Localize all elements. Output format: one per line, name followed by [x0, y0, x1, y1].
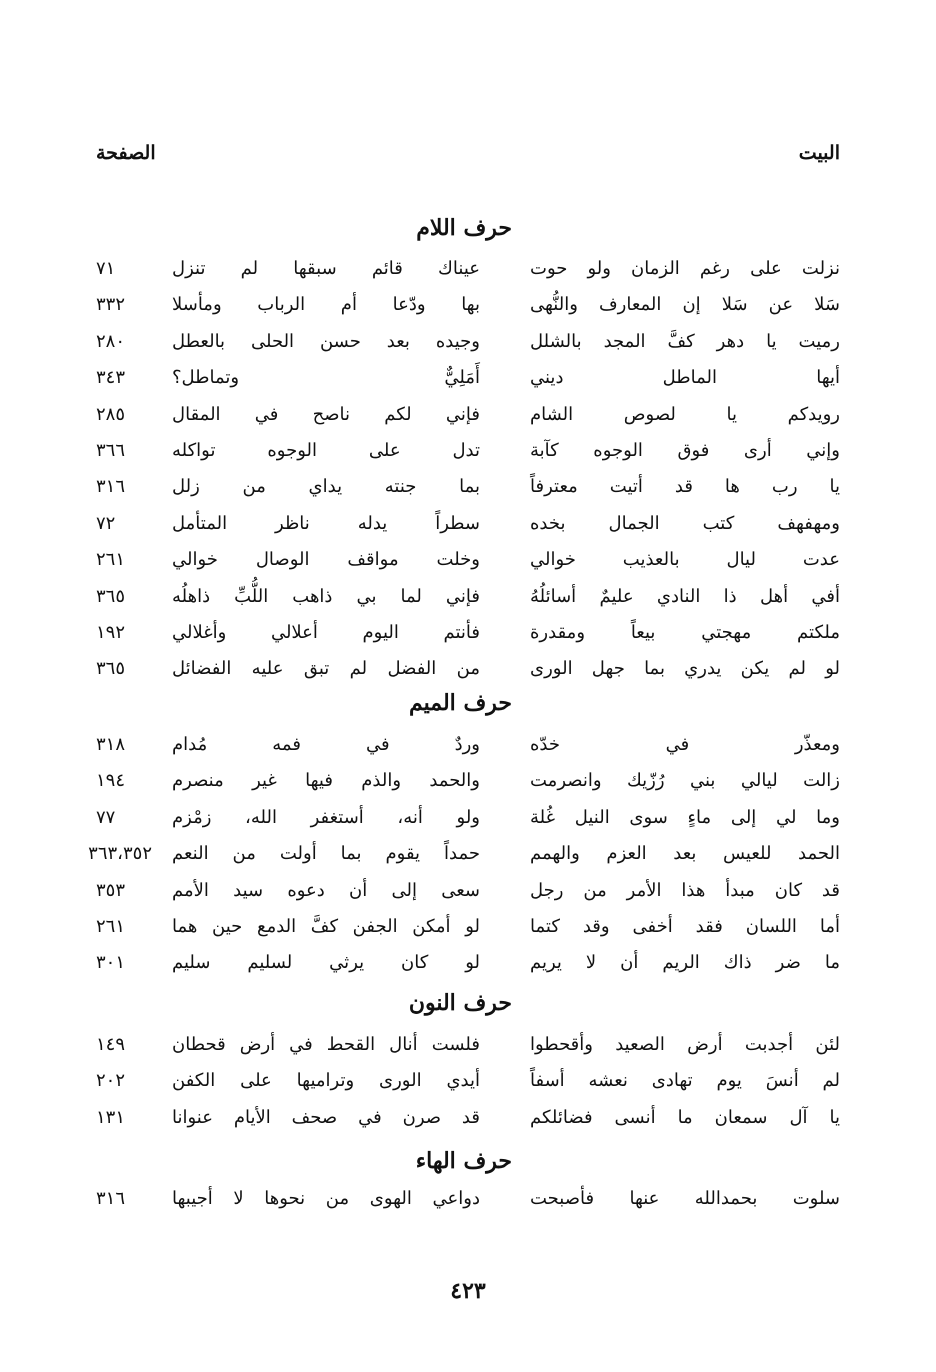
first-hemistich: أما اللسان فقد أخفى وقد كتما — [530, 916, 840, 937]
verse-row — [96, 734, 840, 768]
second-hemistich: وخلت مواقف الوصال خوالي — [172, 549, 480, 570]
second-hemistich: لو أمكن الجفن كفَّ الدمع حين هما — [172, 916, 480, 937]
section-title: حرف الهاء — [415, 1148, 512, 1174]
page-reference: ٣٦٥ — [96, 658, 126, 679]
page-reference: ٢٠٢ — [96, 1070, 126, 1091]
verse-row — [96, 476, 840, 510]
verse-row — [96, 1107, 840, 1141]
first-hemistich: يا آل سمعان ما أنسى فضائلكم — [530, 1107, 840, 1128]
second-hemistich: بما جنته يداي من زلل — [172, 476, 480, 497]
verse-row — [96, 807, 840, 841]
second-hemistich: أَمَلِيٌّ وتماطل؟ — [172, 367, 480, 388]
first-hemistich: ملكتم مهجتي بيعاً ومقدرة — [530, 622, 840, 643]
page-reference: ١٣١ — [96, 1107, 126, 1128]
page-reference: ١٩٤ — [96, 770, 126, 791]
first-hemistich: وإني أرى فوق الوجوه كآبة — [530, 440, 840, 461]
verse-row — [96, 916, 840, 950]
page-reference: ٣٦٦ — [96, 440, 126, 461]
second-hemistich: وردٌ في فمه مُدام — [172, 734, 480, 755]
first-hemistich: ما ضر ذاك الريم أن لا يريم — [530, 952, 840, 973]
first-hemistich: زالت ليالي بني رُزّيك وانصرمت — [530, 770, 840, 791]
page-reference: ٧٢ — [96, 513, 116, 534]
column-headers — [96, 142, 840, 172]
second-hemistich: فلست أنال القحط في أرض قحطان — [172, 1034, 480, 1055]
second-hemistich: فإني لما بي ذاهب اللُّبِّ ذاهلُه — [172, 586, 480, 607]
verse-column-header: البيت — [798, 142, 840, 164]
section-title: حرف الميم — [408, 690, 512, 716]
second-hemistich: فأنتم اليوم أعلالي وأغلالي — [172, 622, 480, 643]
second-hemistich: والحمد والذم فيها غير منصرم — [172, 770, 480, 791]
first-hemistich: لئن أجدبت أرض الصعيد وأقحطوا — [530, 1034, 840, 1055]
first-hemistich: أيها الماطل ديني — [530, 367, 840, 388]
page-reference: ٧٧ — [96, 807, 116, 828]
page-number: ٤٢٣ — [450, 1278, 486, 1304]
second-hemistich: من الفضل لم تبق عليه الفضائل — [172, 658, 480, 679]
second-hemistich: دواعي الهوى من نحوها لا أجيبها — [172, 1188, 480, 1209]
verse-row — [96, 952, 840, 986]
verse-row — [96, 770, 840, 804]
second-hemistich: ولو أنه، أستغفر الله، زمْزم — [172, 807, 480, 828]
first-hemistich: لم أنسَ يوم تهادى نعشه أسفاً — [530, 1070, 840, 1091]
verse-row — [96, 367, 840, 401]
page-column-header: الصفحة — [96, 142, 156, 164]
page-reference: ٢٨٥ — [96, 404, 126, 425]
second-hemistich: أيدي الورى وتراميها على الكفن — [172, 1070, 480, 1091]
page-reference: ٧١ — [96, 258, 116, 279]
second-hemistich: حمداً يقوم بما أولت من النعم — [172, 843, 480, 864]
page-reference: ١٩٢ — [96, 622, 126, 643]
first-hemistich: رميت يا دهر كفَّ المجد بالشلل — [530, 331, 840, 352]
second-hemistich: قد صرن في صحف الأيام عنوانا — [172, 1107, 480, 1128]
verse-row — [88, 843, 840, 877]
page-reference: ٣١٦ — [96, 476, 126, 497]
page-reference: ٣٥٣ — [96, 880, 126, 901]
verse-row — [96, 1070, 840, 1104]
page-reference: ٣٠١ — [96, 952, 126, 973]
first-hemistich: لو لم يكن يدري بما جهل الورى — [530, 658, 840, 679]
second-hemistich: فإني لكم ناصح في المقال — [172, 404, 480, 425]
first-hemistich: الحمد للعيس بعد العزم والهمم — [530, 843, 840, 864]
second-hemistich: سعى إلى أن دعوه سيد الأمم — [172, 880, 480, 901]
first-hemistich: عدت ليال بالعذيب خوالي — [530, 549, 840, 570]
page-reference: ٣١٨ — [96, 734, 126, 755]
verse-row — [96, 1188, 840, 1222]
first-hemistich: سَلا عن سَلا إن المعارف والنُّهى — [530, 294, 840, 315]
verse-row — [96, 622, 840, 656]
page-reference: ٣٤٣ — [96, 367, 126, 388]
verse-row — [96, 440, 840, 474]
page-reference: ٢٦١ — [96, 549, 126, 570]
second-hemistich: بها ودّعا أم الرباب ومأسلا — [172, 294, 480, 315]
second-hemistich: تدل على الوجوه تواكله — [172, 440, 480, 461]
verse-row — [96, 513, 840, 547]
page-reference: ٣١٦ — [96, 1188, 126, 1209]
second-hemistich: سطراً يدله ناظر المتأمل — [172, 513, 480, 534]
page-reference: ٣٦٥ — [96, 586, 126, 607]
first-hemistich: قد كان مبدأ هذا الأمر من رجل — [530, 880, 840, 901]
first-hemistich: وما لي إلى ماءٍ سوى النيل غُلة — [530, 807, 840, 828]
verse-row — [96, 586, 840, 620]
verse-row — [96, 404, 840, 438]
verse-row — [96, 658, 840, 692]
page-reference: ٢٦١ — [96, 916, 126, 937]
second-hemistich: وجيده بعد حسن الحلى بالعطل — [172, 331, 480, 352]
first-hemistich: ومعذّر في خدّه — [530, 734, 840, 755]
verse-row — [96, 880, 840, 914]
verse-row — [96, 294, 840, 328]
page-reference: ٣٣٢ — [96, 294, 126, 315]
first-hemistich: يا رب ها قد أتيت معترفاً — [530, 476, 840, 497]
second-hemistich: لو كان يرثي لسليم سليم — [172, 952, 480, 973]
first-hemistich: سلوت بحمدالله عنها فأصبحت — [530, 1188, 840, 1209]
first-hemistich: نزلت على رغم الزمان ولو حوت — [530, 258, 840, 279]
page-reference: ١٤٩ — [96, 1034, 126, 1055]
verse-row — [96, 1034, 840, 1068]
section-title: حرف اللام — [416, 215, 512, 241]
verse-row — [96, 549, 840, 583]
section-title: حرف النون — [408, 990, 512, 1016]
first-hemistich: ومهفهف كتب الجمال بخده — [530, 513, 840, 534]
verse-row — [96, 258, 840, 292]
second-hemistich: عيناك قائم سبقها لم تنزل — [172, 258, 480, 279]
page-reference: ٢٨٠ — [96, 331, 126, 352]
first-hemistich: أفي أهل ذا النادي عليمٌ أسائلُهُ — [530, 586, 840, 607]
first-hemistich: رويدكم يا لصوص الشام — [530, 404, 840, 425]
verse-row — [96, 331, 840, 365]
page-reference: ٣٦٣،٣٥٢ — [88, 843, 152, 864]
